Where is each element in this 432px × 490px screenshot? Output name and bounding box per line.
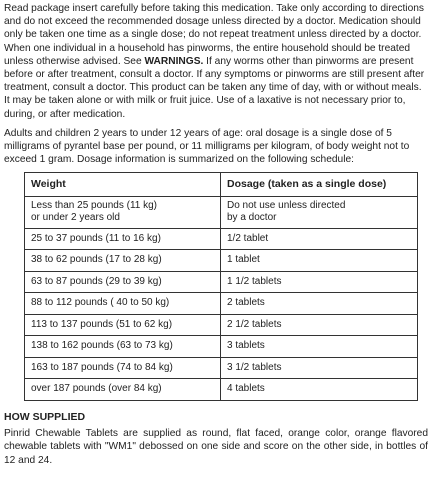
header-dosage: Dosage (taken as a single dose) bbox=[221, 173, 418, 197]
dosage-cell: 1/2 tablet bbox=[221, 228, 418, 250]
dosage-cell bbox=[221, 196, 418, 228]
dosage-cell: 2 1/2 tablets bbox=[221, 314, 418, 336]
dosage-line: Do not use unless directed bbox=[227, 199, 346, 211]
weight-cell bbox=[25, 196, 221, 228]
dosage-cell: 1 tablet bbox=[221, 250, 418, 272]
weight-cell: 38 to 62 pounds (17 to 28 kg) bbox=[25, 250, 221, 272]
weight-line: or under 2 years old bbox=[31, 212, 120, 224]
intro-text: Read package insert carefully before taking this medication. Take only according to directions and do not exceed the recommended dosage unless directed by a doctor. Medication should only be taken one time as a single dose; do not repeat treatment unless directed by a doctor. When one individual in a household has pinworms, the entire household should be treated unless otherwise advised. See bbox=[4, 3, 424, 67]
table-row bbox=[25, 196, 418, 228]
table-row bbox=[25, 271, 418, 293]
weight-cell: 113 to 137 pounds (51 to 62 kg) bbox=[25, 314, 221, 336]
how-supplied-text: Pinrid Chewable Tablets are supplied as round, flat faced, orange color, orange flavored chewable tablets with "WM1" debossed on one side and score on the other side, in bottles of 12 and 24. bbox=[4, 427, 428, 466]
dosage-cell: 4 tablets bbox=[221, 379, 418, 401]
table-header-row bbox=[25, 173, 418, 197]
how-supplied-heading: HOW SUPPLIED bbox=[4, 410, 86, 423]
table-row bbox=[25, 379, 418, 401]
weight-cell: 63 to 87 pounds (29 to 39 kg) bbox=[25, 271, 221, 293]
dosage-cell: 3 1/2 tablets bbox=[221, 357, 418, 379]
table-row bbox=[25, 336, 418, 358]
weight-cell: 163 to 187 pounds (74 to 84 kg) bbox=[25, 357, 221, 379]
intro-text-continued: If any worms other than pinworms are present before or after treatment, consult a doctor. If any symptoms or pinworms are still present after treatment, consult a doctor. This product can be taken any time of day, with or without meals. It may be taken alone or with milk or fruit juice. Use of a laxative is not necessary prior to, during, or after medication. bbox=[4, 55, 425, 120]
intro-paragraph bbox=[4, 2, 428, 121]
weight-line: Less than 25 pounds (11 kg) bbox=[31, 199, 158, 211]
table-row bbox=[25, 228, 418, 250]
warnings-reference: WARNINGS. bbox=[144, 55, 204, 67]
dosage-cell: 3 tablets bbox=[221, 336, 418, 358]
weight-cell: 138 to 162 pounds (63 to 73 kg) bbox=[25, 336, 221, 358]
table-row bbox=[25, 250, 418, 272]
dosage-cell: 1 1/2 tablets bbox=[221, 271, 418, 293]
table-row bbox=[25, 357, 418, 379]
weight-cell: 88 to 112 pounds ( 40 to 50 kg) bbox=[25, 293, 221, 315]
dosage-line: by a doctor bbox=[227, 212, 277, 224]
table-row bbox=[25, 314, 418, 336]
dosage-table bbox=[24, 172, 418, 401]
dosage-cell: 2 tablets bbox=[221, 293, 418, 315]
weight-cell: over 187 pounds (over 84 kg) bbox=[25, 379, 221, 401]
table-row bbox=[25, 293, 418, 315]
dosage-paragraph: Adults and children 2 years to under 12 years of age: oral dosage is a single dose of 5 milligrams of pyrantel base per pound, or 11 milligrams per kilogram, of body weight not to exceed 1 gram. Dosage information is summarized on the following schedule: bbox=[4, 127, 410, 166]
header-weight: Weight bbox=[25, 173, 221, 197]
weight-cell: 25 to 37 pounds (11 to 16 kg) bbox=[25, 228, 221, 250]
